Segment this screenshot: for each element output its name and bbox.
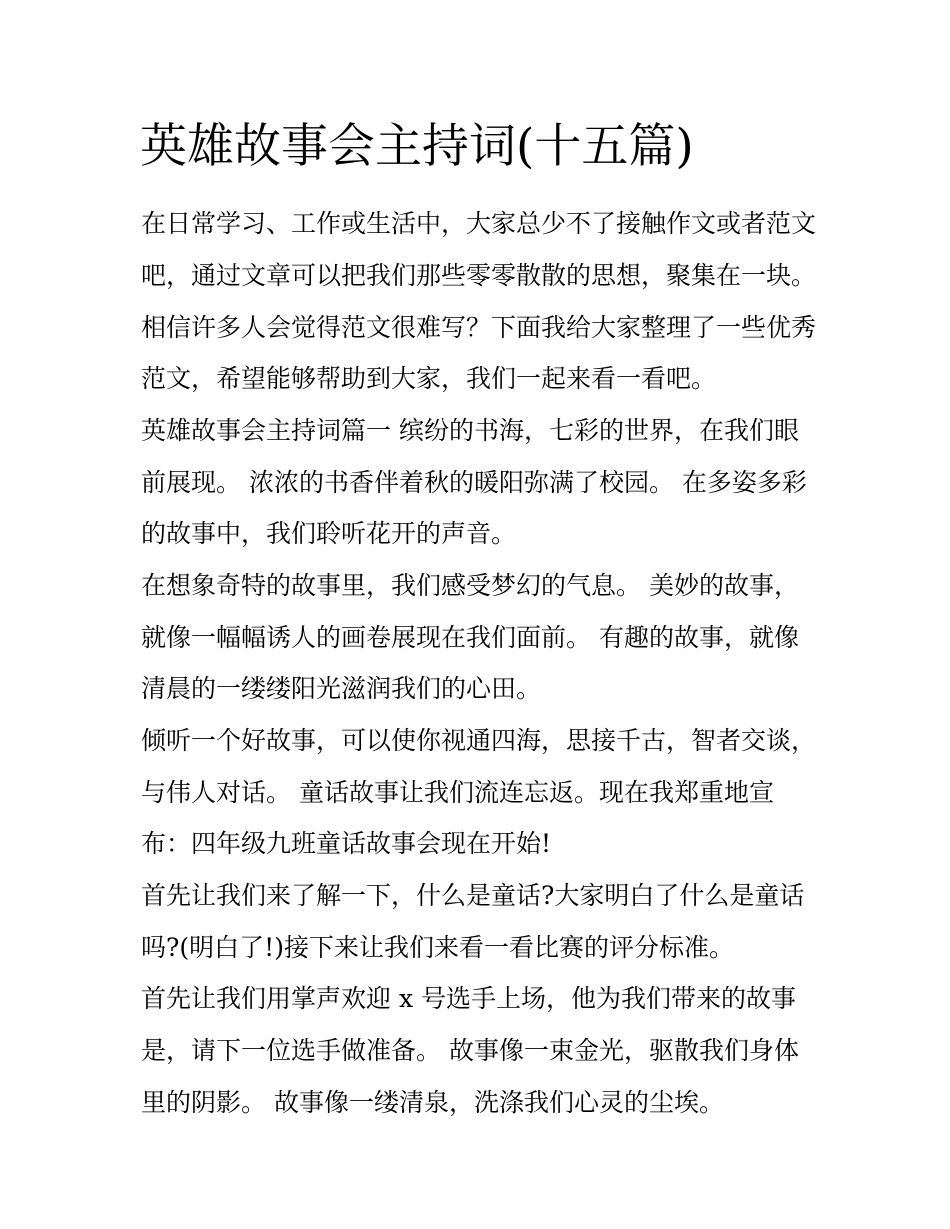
paragraph-line: 在日常学习、工作或生活中，大家总少不了接触作文或者范文 [141,209,817,238]
paragraph-line: 相信许多人会觉得范文很难写？下面我给大家整理了一些优秀 [141,313,817,342]
paragraph-line: 就像一幅幅诱人的画卷展现在我们面前。 有趣的故事，就像 [141,623,799,652]
paragraph-line: 吧，通过文章可以把我们那些零零散散的思想，聚集在一块。 [141,261,817,290]
paragraph-line: 的故事中，我们聆听花开的声音。 [141,519,517,548]
paragraph-line: 是，请下一位选手做准备。 故事像一束金光，驱散我们身体 [141,1036,799,1065]
paragraph-line: 里的阴影。 故事像一缕清泉，洗涤我们心灵的尘埃。 [141,1088,724,1117]
paragraph-line: 布：四年级九班童话故事会现在开始! [141,829,552,858]
paragraph-line: 首先让我们用掌声欢迎 x 号选手上场，他为我们带来的故事 [141,984,796,1013]
paragraph-line: 范文，希望能够帮助到大家，我们一起来看一看吧。 [141,364,717,393]
document-title: 英雄故事会主持词(十五篇) [140,119,694,174]
paragraph-line: 倾听一个好故事，可以使你视通四海，思接千古，智者交谈， [141,726,817,755]
paragraph-line: 首先让我们来了解一下，什么是童话?大家明白了什么是童话 [141,881,805,910]
paragraph-line: 清晨的一缕缕阳光滋润我们的心田。 [141,674,542,703]
paragraph-line: 英雄故事会主持词篇一 缤纷的书海，七彩的世界，在我们眼 [141,416,799,445]
paragraph-line: 在想象奇特的故事里，我们感受梦幻的气息。 美妙的故事， [141,571,799,600]
paragraph-line: 吗?(明白了!)接下来让我们来看一看比赛的评分标准。 [141,933,734,962]
paragraph-line: 与伟人对话。 童话故事让我们流连忘返。现在我郑重地宣 [141,778,774,807]
paragraph-line: 前展现。 浓浓的书香伴着秋的暖阳弥满了校园。 在多姿多彩 [141,468,807,497]
